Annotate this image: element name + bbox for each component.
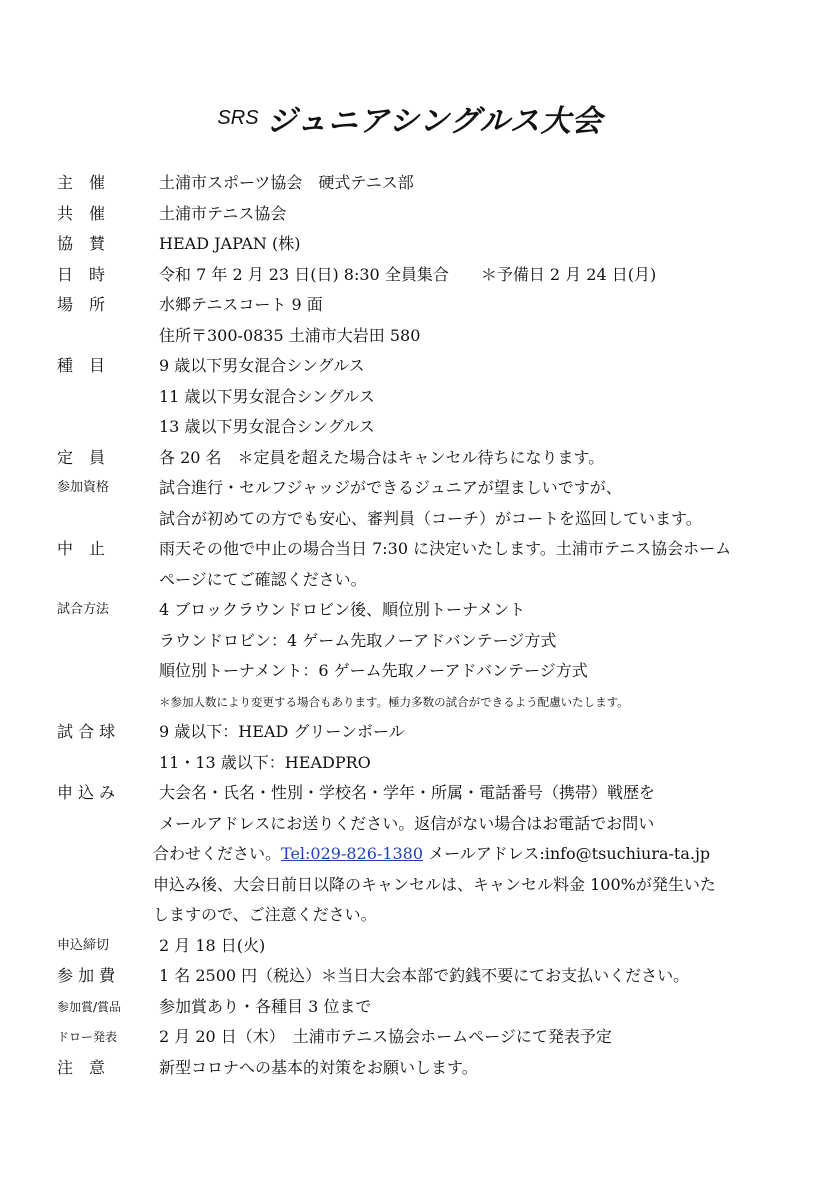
row-label: 定 員 <box>57 447 106 467</box>
row-label: 協 賛 <box>57 234 106 253</box>
title-prefix: SRS <box>217 106 259 129</box>
row-value: 大会名・氏名・性別・学校名・学年・所属・電話番号（携帯）戦歴を <box>159 783 656 802</box>
row-label: 試 合 球 <box>57 722 116 741</box>
title-main: ジュニアシングルス大会 <box>266 104 603 139</box>
row-value: 4 ブロックラウンドロビン後、順位別トーナメント <box>159 600 526 619</box>
row-application-5 <box>57 900 812 931</box>
row-label: 場 所 <box>57 295 106 314</box>
row-value: 13 歳以下男女混合シングルス <box>159 417 375 436</box>
row-label: 中 止 <box>57 539 106 558</box>
row-value: 土浦市スポーツ協会 硬式テニス部 <box>159 173 414 192</box>
row-date-time <box>57 260 812 291</box>
row-value: HEAD JAPAN (株) <box>159 234 301 253</box>
row-format-2 <box>57 626 812 657</box>
row-value: 11・13 歳以下：HEADPRO <box>159 752 371 772</box>
row-value: 試合進行・セルフジャッジができるジュニアが望ましいですが、 <box>159 478 622 497</box>
row-events <box>57 351 812 382</box>
row-events-3 <box>57 412 812 443</box>
row-value: 9 歳以下男女混合シングルス <box>159 356 365 375</box>
details-list <box>57 168 812 1083</box>
row-draw <box>57 1022 812 1053</box>
row-label: 共 催 <box>57 203 106 223</box>
contact-prefix-text: 合わせください。 <box>153 844 282 863</box>
phone-link[interactable]: Tel:029-826-1380 <box>281 844 424 863</box>
row-cancellation <box>57 534 812 565</box>
row-eligibility-2 <box>57 504 812 535</box>
row-fee <box>57 961 812 992</box>
row-label: 種 目 <box>57 356 106 375</box>
row-value: しますので、ご注意ください。 <box>153 905 377 924</box>
row-value: 令和 7 年 2 月 23 日(日) 8:30 全員集合 ＊予備日 2 月 24 日(月) <box>159 264 657 284</box>
row-eligibility <box>57 473 812 504</box>
row-capacity <box>57 443 812 474</box>
row-value <box>153 839 710 870</box>
row-value: 申込み後、大会日前日以降のキャンセルは、キャンセル料金 100%が発生いた <box>153 874 716 894</box>
row-address <box>57 321 812 352</box>
row-co-organizer <box>57 199 812 230</box>
row-value: ＊参加人数により変更する場合もあります。極力多数の試合ができるよう配慮いたします。 <box>159 694 629 709</box>
row-value: 1 名 2500 円（税込）＊当日大会本部で釣銭不要にてお支払いください。 <box>159 966 690 985</box>
row-value: 2 月 18 日(火) <box>159 935 266 955</box>
row-label: 主 催 <box>57 173 106 192</box>
row-format-3 <box>57 656 812 687</box>
row-label: 申 込 み <box>57 783 116 802</box>
row-value: 2 月 20 日（木） 土浦市テニス協会ホームページにて発表予定 <box>159 1027 612 1046</box>
row-label: 参 加 費 <box>57 966 116 985</box>
row-application-3 <box>57 839 812 870</box>
row-application <box>57 778 812 809</box>
row-label: 試合方法 <box>57 602 110 617</box>
row-label: ドロー発表 <box>57 1030 118 1044</box>
row-application-2 <box>57 809 812 840</box>
row-label: 申込締切 <box>57 937 110 953</box>
row-value: 9 歳以下：HEAD グリーンボール <box>159 722 405 741</box>
row-sponsor <box>57 229 812 260</box>
row-value: 住所〒300-0835 土浦市大岩田 580 <box>159 325 421 345</box>
row-prizes <box>57 992 812 1023</box>
row-format-note <box>57 687 812 718</box>
row-application-4 <box>57 870 812 901</box>
row-label: 注 意 <box>57 1057 106 1077</box>
row-value: ページにてご確認ください。 <box>159 569 367 589</box>
row-value: 試合が初めての方でも安心、審判員（コーチ）がコートを巡回しています。 <box>159 508 702 528</box>
row-value: 11 歳以下男女混合シングルス <box>159 386 375 406</box>
row-venue <box>57 290 812 321</box>
row-ball-2 <box>57 748 812 779</box>
document-title <box>0 96 820 140</box>
row-value: 雨天その他で中止の場合当日 7:30 に決定いたします。土浦市テニス協会ホーム <box>159 539 732 558</box>
row-organizer <box>57 168 812 199</box>
row-label: 参加資格 <box>57 480 110 495</box>
row-value: 参加賞あり・各種目 3 位まで <box>159 996 372 1016</box>
row-value: 順位別トーナメント：6 ゲーム先取ノーアドバンテージ方式 <box>159 661 588 680</box>
row-value: 新型コロナへの基本的対策をお願いします。 <box>159 1057 478 1077</box>
row-notice <box>57 1053 812 1084</box>
row-value: 土浦市テニス協会 <box>159 203 287 223</box>
row-value: ラウンドロビン：4 ゲーム先取ノーアドバンテージ方式 <box>159 630 557 650</box>
row-ball <box>57 717 812 748</box>
row-cancellation-2 <box>57 565 812 596</box>
row-events-2 <box>57 382 812 413</box>
row-format <box>57 595 812 626</box>
row-value: 水郷テニスコート 9 面 <box>159 295 323 314</box>
row-value: メールアドレスにお送りください。返信がない場合はお電話でお問い <box>159 813 655 833</box>
email-text: メールアドレス:info@tsuchiura-ta.jp <box>423 844 711 863</box>
row-value: 各 20 名 ＊定員を超えた場合はキャンセル待ちになります。 <box>159 447 605 467</box>
row-deadline <box>57 931 812 962</box>
row-label: 日 時 <box>57 264 106 284</box>
row-label: 参加賞/賞品 <box>57 999 122 1014</box>
